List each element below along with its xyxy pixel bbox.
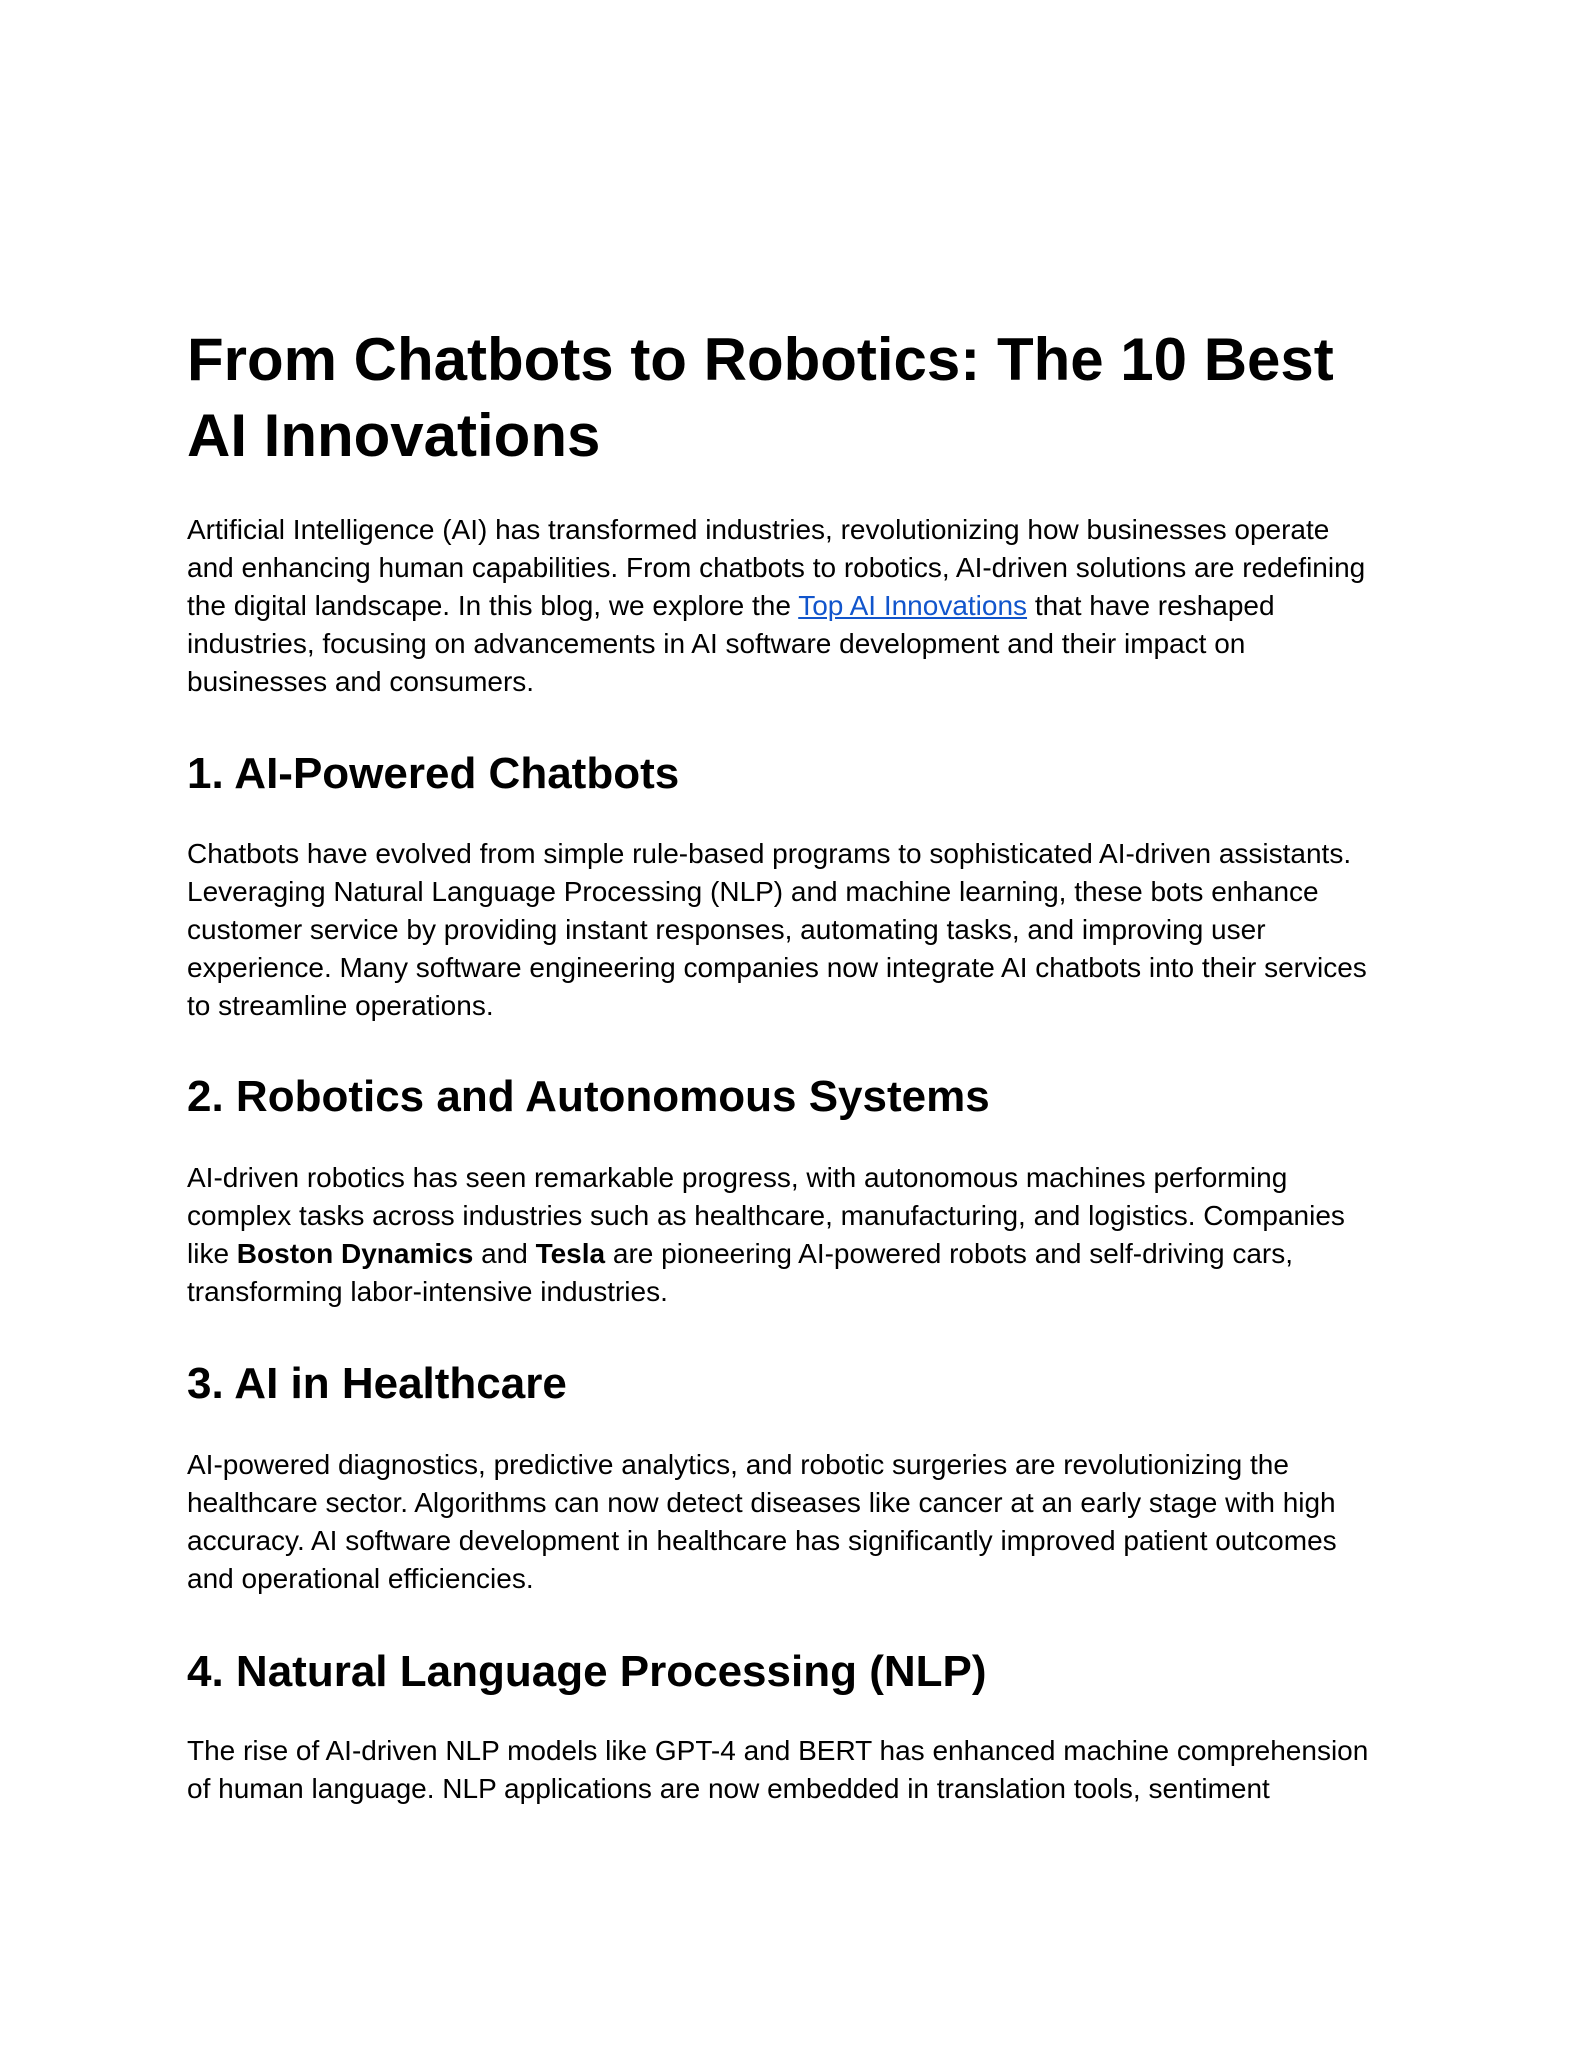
text-line: and operational efficiencies. [187,1563,534,1594]
intro-paragraph [187,511,1365,701]
title-line-1: From Chatbots to Robotics: The 10 Best [187,326,1334,393]
text-line [187,1235,1345,1273]
text-line: transforming labor-intensive industries. [187,1276,668,1307]
bold-boston-dynamics: Boston Dynamics [236,1238,474,1269]
section-paragraph-robotics [187,1159,1345,1311]
text-line: Leveraging Natural Language Processing (NLP) and machine learning, these bots enhance [187,876,1319,907]
section-heading-robotics: 2. Robotics and Autonomous Systems [187,1072,990,1121]
section-heading-healthcare: 3. AI in Healthcare [187,1359,567,1408]
section-paragraph-nlp [187,1732,1368,1808]
page-title [187,322,1334,474]
text-line: accuracy. AI software development in healthcare has significantly improved patient outcomes [187,1525,1337,1556]
text-line: experience. Many software engineering companies now integrate AI chatbots into their services [187,952,1367,983]
title-line-2: AI Innovations [187,402,601,469]
text-segment: and [473,1238,536,1269]
section-paragraph-chatbots [187,835,1367,1025]
section-paragraph-healthcare [187,1446,1337,1598]
bold-tesla: Tesla [535,1238,606,1269]
text-segment: like [187,1238,237,1269]
text-line: AI-driven robotics has seen remarkable progress, with autonomous machines performing [187,1162,1288,1193]
text-line [187,587,1365,625]
section-heading-chatbots: 1. AI-Powered Chatbots [187,749,680,798]
text-line: AI-powered diagnostics, predictive analytics, and robotic surgeries are revolutionizing the [187,1449,1289,1480]
top-ai-innovations-link[interactable]: Top AI Innovations [798,590,1028,621]
text-line: The rise of AI-driven NLP models like GPT-4 and BERT has enhanced machine comprehension [187,1735,1369,1766]
text-segment: are pioneering AI-powered robots and self-driving cars, [605,1238,1294,1269]
text-segment: that have reshaped [1027,590,1275,621]
text-line: Chatbots have evolved from simple rule-based programs to sophisticated AI-driven assistants. [187,838,1352,869]
text-line: healthcare sector. Algorithms can now detect diseases like cancer at an early stage with high [187,1487,1336,1518]
text-line: complex tasks across industries such as healthcare, manufacturing, and logistics. Companies [187,1200,1345,1231]
text-line: to streamline operations. [187,990,494,1021]
text-segment: the digital landscape. In this blog, we explore the [187,590,799,621]
text-line: industries, focusing on advancements in AI software development and their impact on [187,628,1246,659]
text-line: customer service by providing instant responses, automating tasks, and improving user [187,914,1266,945]
text-line: businesses and consumers. [187,666,535,697]
text-line: of human language. NLP applications are now embedded in translation tools, sentiment [187,1773,1270,1804]
text-line: Artificial Intelligence (AI) has transformed industries, revolutionizing how businesses operate [187,514,1330,545]
section-heading-nlp: 4. Natural Language Processing (NLP) [187,1647,987,1696]
text-line: and enhancing human capabilities. From chatbots to robotics, AI-driven solutions are redefining [187,552,1366,583]
